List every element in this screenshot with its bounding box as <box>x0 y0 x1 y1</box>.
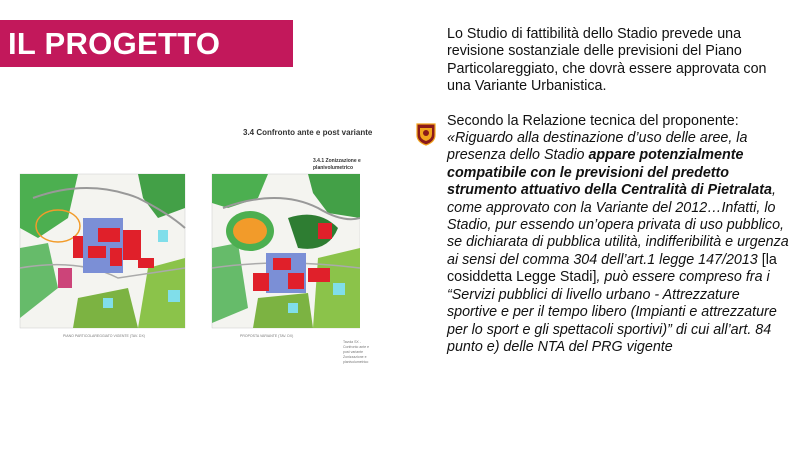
quote-intro: Secondo la Relazione tecnica del proponente: <box>447 112 739 129</box>
text-column <box>447 26 792 356</box>
as-roma-crest-icon <box>416 122 436 146</box>
quote-part-1: «Riguardo alla destinazione d’uso delle aree, la presenza dello Stadio <box>447 130 748 164</box>
quote-part-2: , come approvato con la Variante del 2012…Infatti, lo Stadio, pur essendo un’opera privata di uso pubblico, se dichiarata di pubblica utilità, indifferibilità e urgenza ai sensi del comma 304 dell’art.1 legge 147/2013 <box>447 182 789 268</box>
figure-legend-note: Tavola SX - Confronto ante e post variante Zonizzazione e planivolumetrico <box>343 340 370 364</box>
planning-maps-figure <box>18 118 360 378</box>
intro-paragraph: Lo Studio di fattibilità dello Stadio prevede una revisione sostanziale delle previsioni del Piano Particolareggiato, che dovrà essere approvata con una Variante Urbanistica. <box>447 26 767 95</box>
figure-caption-left: PIANO PARTICOLAREGGIATO VIGENTE (TAV. DX) <box>63 334 145 338</box>
figure-subheading: 3.4.1 Zonizzazione e planivolumetrico <box>313 158 361 171</box>
map-after-variant <box>212 174 360 328</box>
slide-title: IL PROGETTO <box>0 20 293 67</box>
quote-paragraph <box>447 113 792 357</box>
quote-bracket-note: [la cosiddetta Legge Stadi] <box>447 251 777 286</box>
quote-emphasis: appare potenzialmente compatibile con le previsioni del predetto strumento attuativo della Centralità di Pietralata <box>447 147 772 199</box>
quote-part-3: , può essere compreso fra i “Servizi pubblici di livello urbano - Attrezzature sportive e per il tempo libero (Impianti e attrezzature per lo sport e gli spettacoli sportivi)” di cui all’art. 84 punto e) delle NTA del PRG vigente <box>447 269 777 355</box>
figure-caption-right: PROPOSTA VARIANTE (TAV. DX) <box>240 334 294 338</box>
figure-heading: 3.4 Confronto ante e post variante <box>243 128 373 137</box>
map-before-variant <box>20 174 185 328</box>
